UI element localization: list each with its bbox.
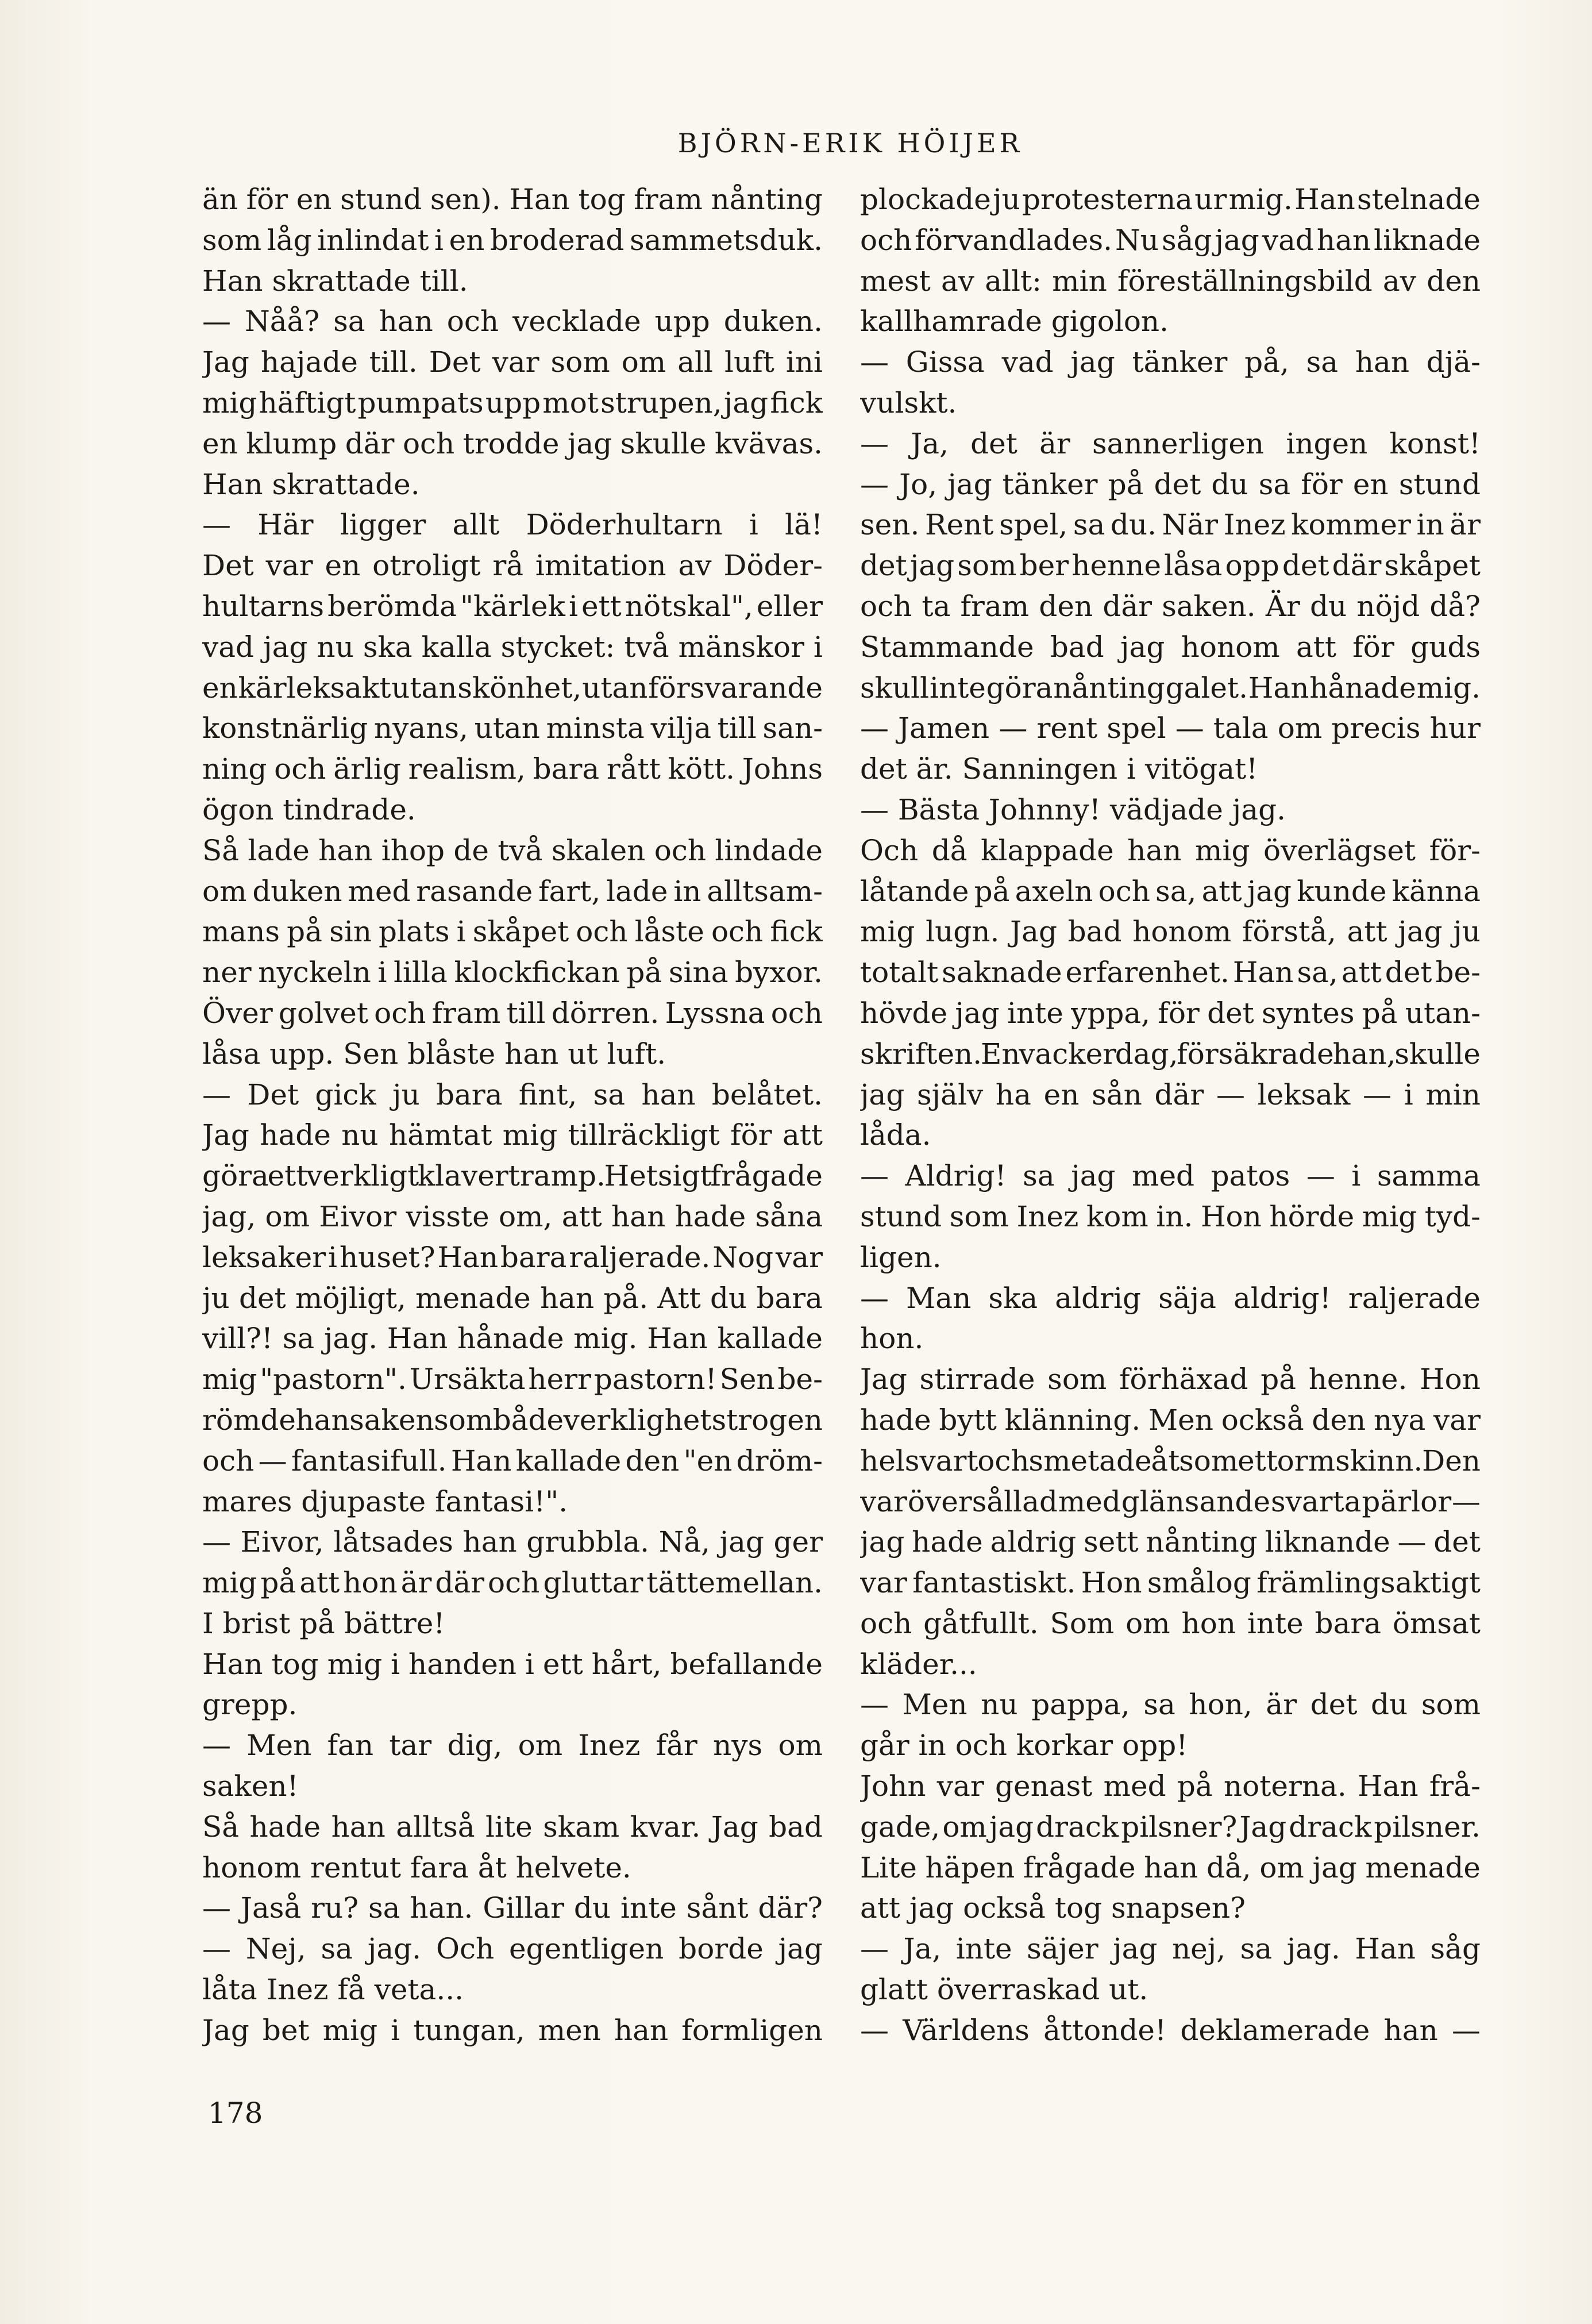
text-line: Så lade han ihop de två skalen och lindade <box>202 833 823 867</box>
text-line: jag hade aldrig sett nånting liknande — det <box>860 1525 1481 1559</box>
text-line: ju det möjligt, menade han på. Att du bara <box>202 1281 823 1315</box>
text-line: John var genast med på noterna. Han frå- <box>860 1769 1481 1803</box>
text-line: än för en stund sen). Han tog fram nånting <box>202 183 823 216</box>
text-line: totalt saknade erfarenhet. Han sa, att det be- <box>860 956 1481 990</box>
text-line: mig häftigt pumpats upp mot strupen, jag fick <box>202 386 823 420</box>
text-line: ning och ärlig realism, bara rått kött. Johns <box>202 752 823 786</box>
text-line: — Man ska aldrig säja aldrig! raljerade <box>860 1281 1481 1315</box>
text-line: vill?! sa jag. Han hånade mig. Han kallade <box>202 1322 823 1356</box>
text-line: ner nyckeln i lilla klockfickan på sina byxor. <box>202 956 823 990</box>
text-line: Och då klappade han mig överlägset för- <box>860 833 1481 867</box>
text-line: sen. Rent spel, sa du. När Inez kommer in är <box>860 508 1481 542</box>
text-line: och förvandlades. Nu såg jag vad han liknade <box>860 223 1481 257</box>
text-line: jag själv ha en sån där — leksak — i min <box>860 1078 1481 1111</box>
text-line: Han tog mig i handen i ett hårt, befallande <box>202 1647 823 1681</box>
text-line: Han skrattade till. <box>202 264 468 298</box>
text-line: saken! <box>202 1769 299 1803</box>
text-line: mans på sin plats i skåpet och låste och fick <box>202 915 823 949</box>
text-line: helsvart och smetade åt som ett ormskinn. Den <box>860 1444 1481 1477</box>
text-line: grepp. <box>202 1688 298 1722</box>
text-line: mig lugn. Jag bad honom förstå, att jag ju <box>860 915 1481 949</box>
text-line: skull inte göra nånting galet. Han hånade mig. <box>860 671 1481 705</box>
text-line: går in och korkar opp! <box>860 1729 1188 1763</box>
text-line: — Här ligger allt Döderhultarn i lä! <box>202 508 823 542</box>
text-line: att jag också tog snapsen? <box>860 1891 1246 1925</box>
text-line: Jag bet mig i tungan, men han formligen <box>202 2013 823 2047</box>
text-line: det jag som ber henne låsa opp det där skåpet <box>860 549 1481 583</box>
text-line: göra ett verkligt klavertramp. Hetsigt frågade <box>202 1159 823 1193</box>
text-line: mares djupaste fantasi!". <box>202 1484 568 1518</box>
text-line: mig på att hon är där och gluttar tättemellan. <box>202 1566 823 1600</box>
text-line: mest av allt: min föreställningsbild av den <box>860 264 1481 298</box>
left-text-column <box>202 179 823 2051</box>
text-line: leksaker i huset? Han bara raljerade. Nog var <box>202 1240 823 1274</box>
text-line: och — fantasifull. Han kallade den "en dröm- <box>202 1444 823 1477</box>
text-line: — Bästa Johnny! vädjade jag. <box>860 792 1286 826</box>
text-line: Så hade han alltså lite skam kvar. Jag bad <box>202 1810 823 1844</box>
text-line: — Jaså ru? sa han. Gillar du inte sånt där? <box>202 1891 823 1925</box>
text-line: låsa upp. Sen blåste han ut luft. <box>202 1037 666 1071</box>
text-line: ögon tindrade. <box>202 792 416 826</box>
text-line: kläder... <box>860 1647 977 1681</box>
text-line: — Gissa vad jag tänker på, sa han djä- <box>860 345 1481 379</box>
text-line: — Aldrig! sa jag med patos — i samma <box>860 1159 1481 1193</box>
text-line: om duken med rasande fart, lade in alltsam- <box>202 874 823 908</box>
text-line: Stammande bad jag honom att för guds <box>860 630 1481 664</box>
text-line: Jag hade nu hämtat mig tillräckligt för att <box>202 1118 823 1152</box>
text-line: hultarns berömda "kärlek i ett nötskal", eller <box>202 589 823 623</box>
text-line: — Nåå? sa han och vecklade upp duken. <box>202 305 823 338</box>
text-line: jag, om Eivor visste om, att han hade såna <box>202 1199 823 1233</box>
text-line: ligen. <box>860 1240 942 1274</box>
text-line: römde han saken som både verklighetstrogen <box>202 1403 823 1437</box>
text-line: — Eivor, låtsades han grubbla. Nå, jag ger <box>202 1525 823 1559</box>
text-line: som låg inlindat i en broderad sammetsduk. <box>202 223 823 257</box>
text-line: var översållad med glänsande svarta pärlor — <box>860 1484 1481 1518</box>
text-line: Lite häpen frågade han då, om jag menade <box>860 1850 1481 1884</box>
text-line: — Men nu pappa, sa hon, är det du som <box>860 1688 1481 1722</box>
text-line: vad jag nu ska kalla stycket: två mänskor i <box>202 630 823 664</box>
text-line: och gåtfullt. Som om hon inte bara ömsat <box>860 1606 1481 1640</box>
text-line: Jag stirrade som förhäxad på henne. Hon <box>860 1363 1481 1396</box>
text-line: glatt överraskad ut. <box>860 1973 1148 2007</box>
text-line: hon. <box>860 1322 924 1356</box>
text-line: låda. <box>860 1118 931 1152</box>
text-line: kallhamrade gigolon. <box>860 305 1169 338</box>
text-line: en kärleksakt utan skönhet, utan försvarande <box>202 671 823 705</box>
text-line: I brist på bättre! <box>202 1606 445 1640</box>
text-line: Det var en otroligt rå imitation av Döder- <box>202 549 823 583</box>
text-line: skriften. En vacker dag, försäkrade han, skulle <box>860 1037 1481 1071</box>
text-line: — Världens åttonde! deklamerade han — <box>860 2013 1481 2047</box>
text-line: Han skrattade. <box>202 467 420 501</box>
text-line: — Det gick ju bara fint, sa han belåtet. <box>202 1078 823 1111</box>
text-line: Jag hajade till. Det var som om all luft ini <box>202 345 823 379</box>
page-number: 178 <box>208 2096 263 2130</box>
text-line: gade, om jag drack pilsner? Jag drack pilsner. <box>860 1810 1481 1844</box>
text-line: låtande på axeln och sa, att jag kunde känna <box>860 874 1481 908</box>
text-line: — Jo, jag tänker på det du sa för en stund <box>860 467 1481 501</box>
text-line: hade bytt klänning. Men också den nya var <box>860 1403 1481 1437</box>
text-line: stund som Inez kom in. Hon hörde mig tyd- <box>860 1199 1481 1233</box>
text-line: — Men fan tar dig, om Inez får nys om <box>202 1729 823 1763</box>
text-line: mig "pastorn". Ursäkta herr pastorn! Sen be- <box>202 1363 823 1396</box>
text-line: en klump där och trodde jag skulle kvävas. <box>202 426 823 460</box>
text-line: vulskt. <box>860 386 957 420</box>
text-line: låta Inez få veta... <box>202 1973 464 2007</box>
text-line: Över golvet och fram till dörren. Lyssna och <box>202 996 823 1030</box>
text-line: det är. Sanningen i vitögat! <box>860 752 1258 786</box>
text-line: och ta fram den där saken. Är du nöjd då? <box>860 589 1481 623</box>
running-header: BJÖRN-ERIK HÖIJER <box>677 128 1023 159</box>
right-text-column <box>860 179 1481 2051</box>
text-line: — Nej, sa jag. Och egentligen borde jag <box>202 1932 823 1966</box>
text-line: — Jamen — rent spel — tala om precis hur <box>860 711 1481 745</box>
text-line: var fantastiskt. Hon smålog främlingsaktigt <box>860 1566 1481 1600</box>
text-line: plockade ju protesterna ur mig. Han stelnade <box>860 183 1481 216</box>
text-line: hövde jag inte yppa, för det syntes på utan- <box>860 996 1481 1030</box>
text-line: — Ja, det är sannerligen ingen konst! <box>860 426 1481 460</box>
text-line: konstnärlig nyans, utan minsta vilja till san- <box>202 711 823 745</box>
text-line: honom rentut fara åt helvete. <box>202 1850 631 1884</box>
text-line: — Ja, inte säjer jag nej, sa jag. Han såg <box>860 1932 1481 1966</box>
